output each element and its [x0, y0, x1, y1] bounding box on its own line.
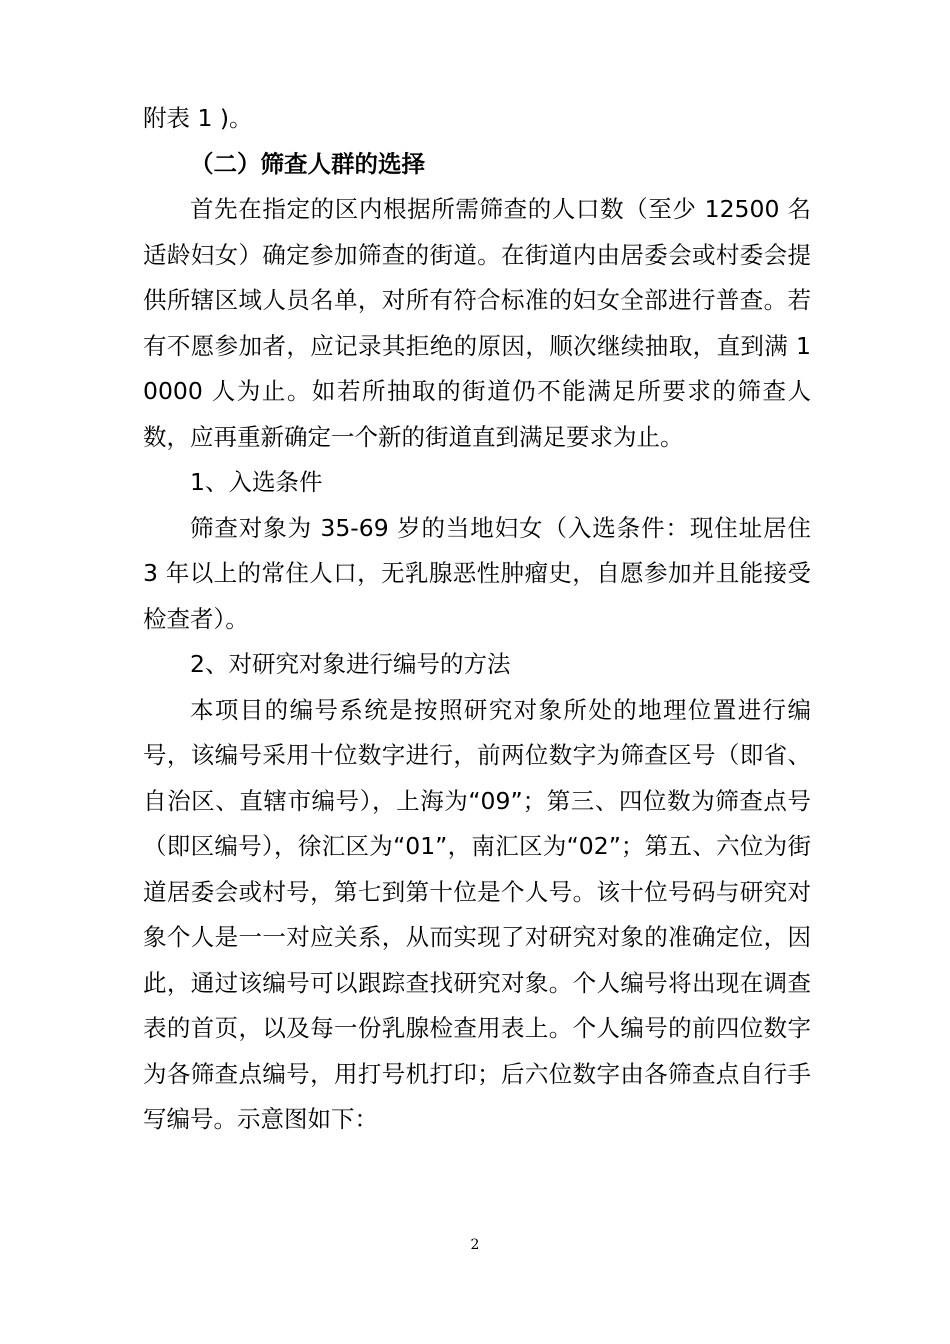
subheading-inclusion-criteria: 1、入选条件 [190, 468, 323, 496]
paragraph-selection-procedure: 首先在指定的区内根据所需筛查的人口数（至少 12500 名适龄妇女）确定参加筛查的街道。在街道内由居委会或村委会提供所辖区域人员名单，对所有符合标准的妇女全部进行普查。若有不愿参加者，应记录其拒绝的原因，顺次继续抽取，直到满 10000 人为止。如若所抽取的街道仍不能满足所要求的筛查人数，应再重新确定一个新的街道直到满足要求为止。 [143, 195, 811, 451]
section-heading: （二）筛查人群的选择 [190, 149, 425, 178]
page-number: 2 [470, 1237, 480, 1253]
paragraph-numbering-method: 本项目的编号系统是按照研究对象所处的地理位置进行编号，该编号采用十位数字进行，前两位数字为筛查区号（即省、自治区、直辖市编号），上海为“09”；第三、四位数为筛查点号（即区编号），徐汇区为“01”，南汇区为“02”；第五、六位为街道居委会或村号，第七到第十位是个人号。该十位号码与研究对象个人是一一对应关系，从而实现了对研究对象的准确定位，因此，通过该编号可以跟踪查找研究对象。个人编号将出现在调查表的首页，以及每一份乳腺检查用表上。个人编号的前四位数字为各筛查点编号，用打号机打印；后六位数字由各筛查点自行手写编号。示意图如下： [143, 695, 811, 1133]
continuation-paragraph: 附表 1 )。 [143, 104, 253, 132]
document-body [143, 96, 811, 1143]
subheading-numbering-method: 2、对研究对象进行编号的方法 [190, 650, 511, 678]
paragraph-inclusion-criteria: 筛查对象为 35-69 岁的当地妇女（入选条件：现住址居住 3 年以上的常住人口，无乳腺恶性肿瘤史，自愿参加并且能接受检查者）。 [143, 513, 811, 633]
